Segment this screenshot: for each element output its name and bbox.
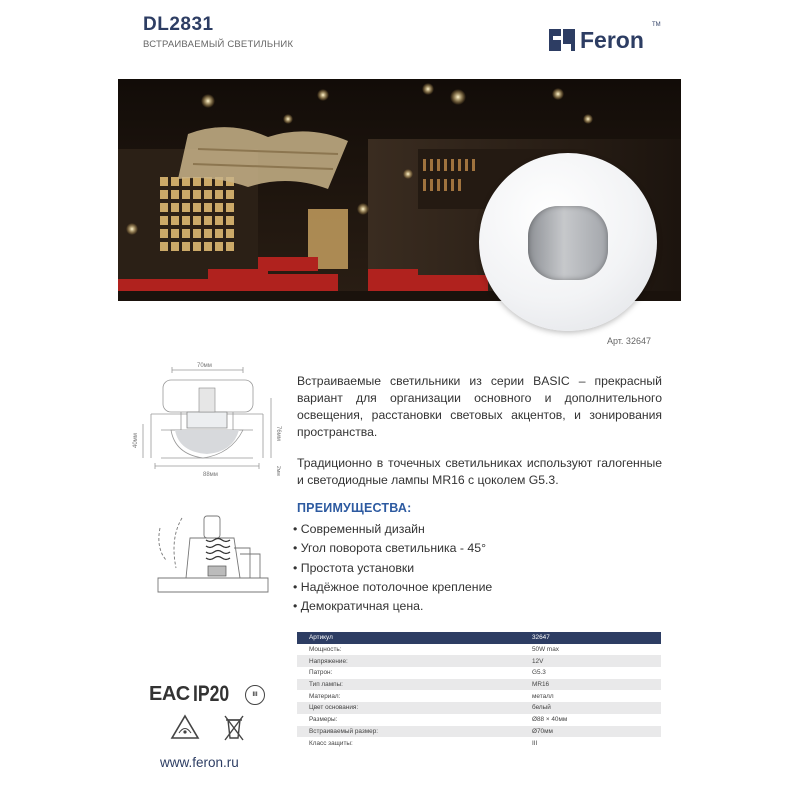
spec-value: Ø88 × 40мм [532,716,568,724]
advantages-list [293,520,492,616]
table-row [297,655,661,667]
table-row [297,726,661,738]
list-item: • Современный дизайн [293,520,492,539]
article-caption: Арт. 32647 [607,336,651,346]
dim-width-top: 70мм [197,363,212,369]
spec-key: Цвет основания: [309,704,359,712]
dim-depth: 2мм [275,466,281,476]
spec-value: металл [532,692,554,700]
advantages-title: ПРЕИМУЩЕСТВА: [297,501,412,515]
spec-value: белый [532,704,551,712]
model-number: DL2831 [143,14,214,35]
list-item: • Демократичная цена. [293,597,492,616]
eac-mark: EAC [149,683,190,705]
table-row [297,679,661,691]
list-item: • Угол поворота светильника - 45° [293,539,492,558]
spec-value: Ø70мм [532,727,553,735]
product-image-opening [528,206,608,280]
description-paragraph-2: Традиционно в точечных светильниках используют галогенные и светодиодные лампы MR16 с цоколем G5.3. [297,456,662,487]
spec-key: Артикул [309,634,333,642]
dim-height-right: 76мм [275,426,281,441]
warning-triangle-icon [170,714,200,745]
dim-width-bottom: 88мм [203,472,218,478]
brand-name: Feron [580,26,644,53]
table-row [297,690,661,702]
ip-rating: IP20 [193,681,230,706]
spec-key: Размеры: [309,716,338,724]
dim-height-left: 40мм [133,433,139,448]
list-item: • Простота установки [293,559,492,578]
product-type: ВСТРАИВАЕМЫЙ СВЕТИЛЬНИК [143,39,294,50]
spec-value: MR16 [532,681,550,689]
description-paragraph-1: Встраиваемые светильники из серии BASIC – прекрасный вариант для организации основного и дополнительного освещения, расстановки световых акцентов, и зонирования пространства. [297,374,662,439]
spec-key: Класс защиты: [309,739,353,747]
spec-key: Материал: [309,692,341,700]
table-row [297,702,661,714]
spec-value: G5.3 [532,669,546,677]
spec-key: Встраиваемый размер: [309,727,379,735]
spec-key: Напряжение: [309,657,348,665]
spec-key: Тип лампы: [309,681,343,689]
specs-table [297,632,661,749]
spec-value: 32647 [532,634,550,642]
mounting-drawing [150,508,280,608]
protection-class-badge: III [245,685,265,705]
spec-key: Патрон: [309,669,333,677]
trademark-mark: TM [652,22,661,28]
list-item: • Надёжное потолочное крепление [293,578,492,597]
spec-value: III [532,739,538,747]
website-link[interactable]: www.feron.ru [160,755,239,770]
spec-value: 50W max [532,646,559,654]
feron-logo-icon [549,27,575,53]
spec-value: 12V [532,657,544,665]
table-row [297,714,661,726]
table-row [297,644,661,656]
brand-logo [549,24,644,56]
table-row [297,737,661,749]
table-row [297,667,661,679]
no-trash-bin-icon [222,712,246,747]
dimension-drawing [131,358,291,488]
table-header-row [297,632,661,644]
spec-key: Мощность: [309,646,342,654]
